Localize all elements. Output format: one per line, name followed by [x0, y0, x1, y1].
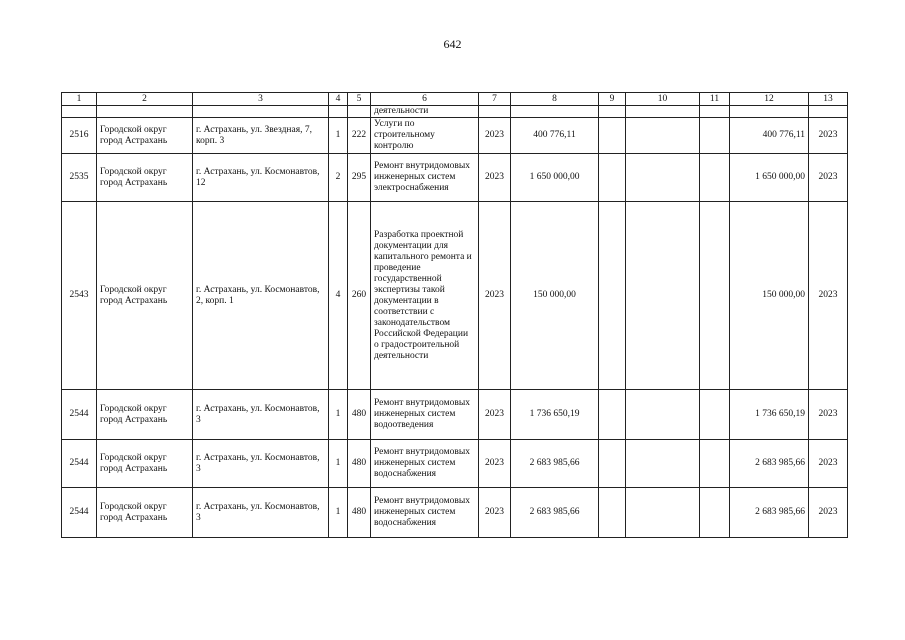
table-cell: [626, 390, 700, 440]
table-row: [62, 488, 848, 538]
count-cell: 1: [329, 440, 348, 488]
year-cell: 2023: [479, 202, 511, 390]
table-cell: [700, 106, 730, 118]
table-cell: [193, 106, 329, 118]
table-cell: [809, 106, 848, 118]
year-cell: 2023: [479, 154, 511, 202]
table-cell: [626, 488, 700, 538]
table-cell: [626, 202, 700, 390]
year-end-cell: 2023: [809, 390, 848, 440]
table-cell: [348, 106, 371, 118]
year-cell: 2023: [479, 440, 511, 488]
table-cell: [599, 488, 626, 538]
amount-cell: 150 000,00: [511, 202, 599, 390]
address-cell: г. Астрахань, ул. Космонавтов, 12: [193, 154, 329, 202]
header-cell: 1: [62, 93, 97, 106]
table-cell: [700, 118, 730, 154]
work-type-cell: деятельности: [371, 106, 479, 118]
amount-cell: 1 736 650,19: [511, 390, 599, 440]
header-cell: 7: [479, 93, 511, 106]
total-cell: 1 736 650,19: [730, 390, 809, 440]
table-cell: [730, 106, 809, 118]
year-cell: 2023: [479, 118, 511, 154]
code-cell: 295: [348, 154, 371, 202]
address-cell: г. Астрахань, ул. Звездная, 7, корп. 3: [193, 118, 329, 154]
table-cell: [626, 440, 700, 488]
row-number-cell: 2516: [62, 118, 97, 154]
header-cell: 2: [97, 93, 193, 106]
table-row: [62, 154, 848, 202]
table-row: [62, 118, 848, 154]
row-number-cell: 2535: [62, 154, 97, 202]
code-cell: 260: [348, 202, 371, 390]
table-cell: [599, 202, 626, 390]
header-row: [62, 93, 848, 106]
table-cell: [599, 118, 626, 154]
row-number-cell: 2544: [62, 440, 97, 488]
municipality-cell: Городской округ город Астрахань: [97, 154, 193, 202]
row-number-cell: 2544: [62, 488, 97, 538]
header-cell: 3: [193, 93, 329, 106]
table-cell: [626, 118, 700, 154]
total-cell: 400 776,11: [730, 118, 809, 154]
count-cell: 4: [329, 202, 348, 390]
table-row: [62, 390, 848, 440]
table-cell: [626, 106, 700, 118]
year-end-cell: 2023: [809, 202, 848, 390]
work-type-cell: Ремонт внутридомовых инженерных систем электроснабжения: [371, 154, 479, 202]
year-cell: 2023: [479, 488, 511, 538]
municipality-cell: Городской округ город Астрахань: [97, 118, 193, 154]
work-type-cell: Услуги по строительному контролю: [371, 118, 479, 154]
table-cell: [700, 488, 730, 538]
table-row: [62, 440, 848, 488]
row-number-cell: 2544: [62, 390, 97, 440]
table-cell: [599, 390, 626, 440]
work-type-cell: Разработка проектной документации для капитального ремонта и проведение государственной экспертизы такой документации в соответствии с законодательством Российской Федерации о градостроительной деятельности: [371, 202, 479, 390]
table-cell: [97, 106, 193, 118]
header-cell: 4: [329, 93, 348, 106]
year-cell: 2023: [479, 390, 511, 440]
total-cell: 1 650 000,00: [730, 154, 809, 202]
municipality-cell: Городской округ город Астрахань: [97, 440, 193, 488]
table-cell: [599, 154, 626, 202]
year-end-cell: 2023: [809, 154, 848, 202]
header-cell: 5: [348, 93, 371, 106]
municipality-cell: Городской округ город Астрахань: [97, 488, 193, 538]
address-cell: г. Астрахань, ул. Космонавтов, 3: [193, 488, 329, 538]
code-cell: 480: [348, 390, 371, 440]
count-cell: 2: [329, 154, 348, 202]
code-cell: 480: [348, 440, 371, 488]
amount-cell: 2 683 985,66: [511, 488, 599, 538]
year-end-cell: 2023: [809, 488, 848, 538]
work-type-cell: Ремонт внутридомовых инженерных систем водоснабжения: [371, 440, 479, 488]
continuation-row: [62, 106, 848, 118]
work-type-cell: Ремонт внутридомовых инженерных систем водоотведения: [371, 390, 479, 440]
count-cell: 1: [329, 488, 348, 538]
table-cell: [599, 440, 626, 488]
amount-cell: 400 776,11: [511, 118, 599, 154]
header-cell: 10: [626, 93, 700, 106]
year-end-cell: 2023: [809, 440, 848, 488]
table-row: [62, 202, 848, 390]
header-cell: 9: [599, 93, 626, 106]
table-cell: [511, 106, 599, 118]
page-number: 642: [443, 37, 462, 51]
header-cell: 6: [371, 93, 479, 106]
table-cell: [700, 154, 730, 202]
table-cell: [62, 106, 97, 118]
header-cell: 11: [700, 93, 730, 106]
table-cell: [329, 106, 348, 118]
table-cell: [479, 106, 511, 118]
count-cell: 1: [329, 390, 348, 440]
count-cell: 1: [329, 118, 348, 154]
total-cell: 2 683 985,66: [730, 488, 809, 538]
address-cell: г. Астрахань, ул. Космонавтов, 3: [193, 390, 329, 440]
table-cell: [626, 154, 700, 202]
address-cell: г. Астрахань, ул. Космонавтов, 3: [193, 440, 329, 488]
header-cell: 8: [511, 93, 599, 106]
work-type-cell: Ремонт внутридомовых инженерных систем водоснабжения: [371, 488, 479, 538]
code-cell: 222: [348, 118, 371, 154]
data-table: [61, 92, 848, 538]
municipality-cell: Городской округ город Астрахань: [97, 390, 193, 440]
header-cell: 12: [730, 93, 809, 106]
table-cell: [599, 106, 626, 118]
row-number-cell: 2543: [62, 202, 97, 390]
year-end-cell: 2023: [809, 118, 848, 154]
table-cell: [700, 202, 730, 390]
municipality-cell: Городской округ город Астрахань: [97, 202, 193, 390]
amount-cell: 2 683 985,66: [511, 440, 599, 488]
total-cell: 2 683 985,66: [730, 440, 809, 488]
code-cell: 480: [348, 488, 371, 538]
address-cell: г. Астрахань, ул. Космонавтов, 2, корп. 1: [193, 202, 329, 390]
table-cell: [700, 390, 730, 440]
table-cell: [700, 440, 730, 488]
total-cell: 150 000,00: [730, 202, 809, 390]
amount-cell: 1 650 000,00: [511, 154, 599, 202]
header-cell: 13: [809, 93, 848, 106]
